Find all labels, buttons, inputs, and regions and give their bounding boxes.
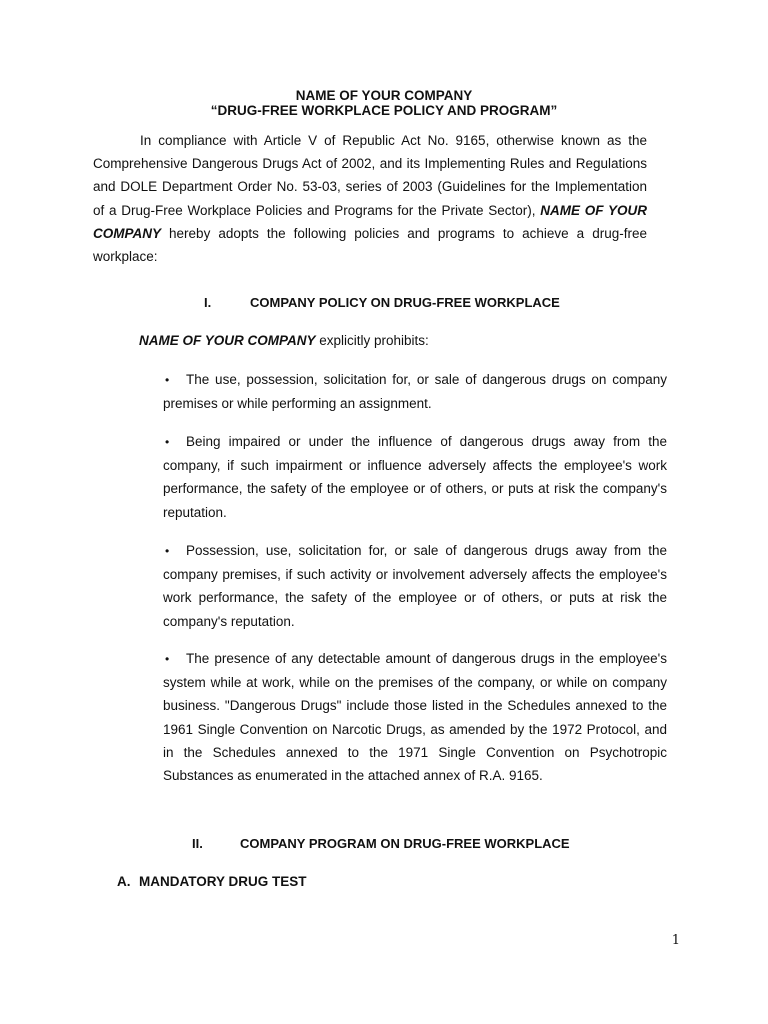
prohibits-lead bbox=[139, 332, 429, 349]
section-1-numeral: I. bbox=[204, 295, 212, 310]
bullet-icon: • bbox=[165, 652, 170, 666]
bullet-item bbox=[163, 647, 667, 787]
bullet-text: The presence of any detectable amount of dangerous drugs in the employee's system while at work, while on the premises of the company, or while on company business. "Dangerous Drugs" include those listed in the Schedules annexed to the 1961 Single Convention on Narcotic Drugs, as amended by the 1972 Protocol, and in the Schedules annexed to the 1971 Single Convention on Psychotropic Substances as enumerated in the attached annex of R.A. 9165. bbox=[163, 651, 667, 784]
intro-text-before: In compliance with Article V of Republic Act No. 9165, otherwise known as the Comprehensive Dangerous Drugs Act of 2002, and its Implementing Rules and Regulations and DOLE Department Order No. 53-03, series of 2003 (Guidelines for the Implementation of a Drug-Free Workplace Policies and Programs for the Private Sector), bbox=[93, 133, 647, 218]
page-number: 1 bbox=[671, 933, 680, 948]
prohibits-text: explicitly prohibits: bbox=[315, 333, 429, 348]
section-2-heading bbox=[192, 835, 570, 852]
subsection-a-title: MANDATORY DRUG TEST bbox=[139, 874, 307, 889]
section-1-heading bbox=[204, 294, 560, 311]
intro-paragraph bbox=[93, 129, 647, 268]
bullet-icon: • bbox=[165, 435, 170, 449]
prohibits-company-name: NAME OF YOUR COMPANY bbox=[139, 333, 316, 348]
bullet-icon: • bbox=[165, 544, 170, 558]
policy-title: “DRUG-FREE WORKPLACE POLICY AND PROGRAM” bbox=[210, 103, 558, 118]
bullet-icon: • bbox=[165, 373, 170, 387]
subsection-a-letter: A. bbox=[117, 874, 131, 889]
bullet-item bbox=[163, 430, 667, 524]
intro-text-after: hereby adopts the following policies and programs to achieve a drug-free workplace: bbox=[93, 225, 647, 265]
section-2-title: COMPANY PROGRAM ON DRUG-FREE WORKPLACE bbox=[240, 836, 570, 851]
bullet-text: The use, possession, solicitation for, or sale of dangerous drugs on company premises or while performing an assignment. bbox=[163, 372, 667, 412]
subsection-a-heading bbox=[117, 873, 307, 890]
intro-company-name: NAME OF YOUR COMPANY bbox=[93, 202, 647, 241]
section-2-numeral: II. bbox=[192, 836, 203, 851]
bullet-item bbox=[163, 368, 667, 415]
bullet-text: Being impaired or under the influence of dangerous drugs away from the company, if such impairment or influence adversely affects the employee's work performance, the safety of the employee or of others, or puts at risk the company's reputation. bbox=[163, 434, 667, 520]
bullet-text: Possession, use, solicitation for, or sale of dangerous drugs away from the company premises, if such activity or involvement adversely affects the employee's work performance, the safety of the employee or of others, or puts at risk the company's reputation. bbox=[163, 543, 667, 629]
section-1-title: COMPANY POLICY ON DRUG-FREE WORKPLACE bbox=[250, 295, 560, 310]
company-name-title: NAME OF YOUR COMPANY bbox=[295, 88, 473, 103]
bullet-item bbox=[163, 539, 667, 633]
